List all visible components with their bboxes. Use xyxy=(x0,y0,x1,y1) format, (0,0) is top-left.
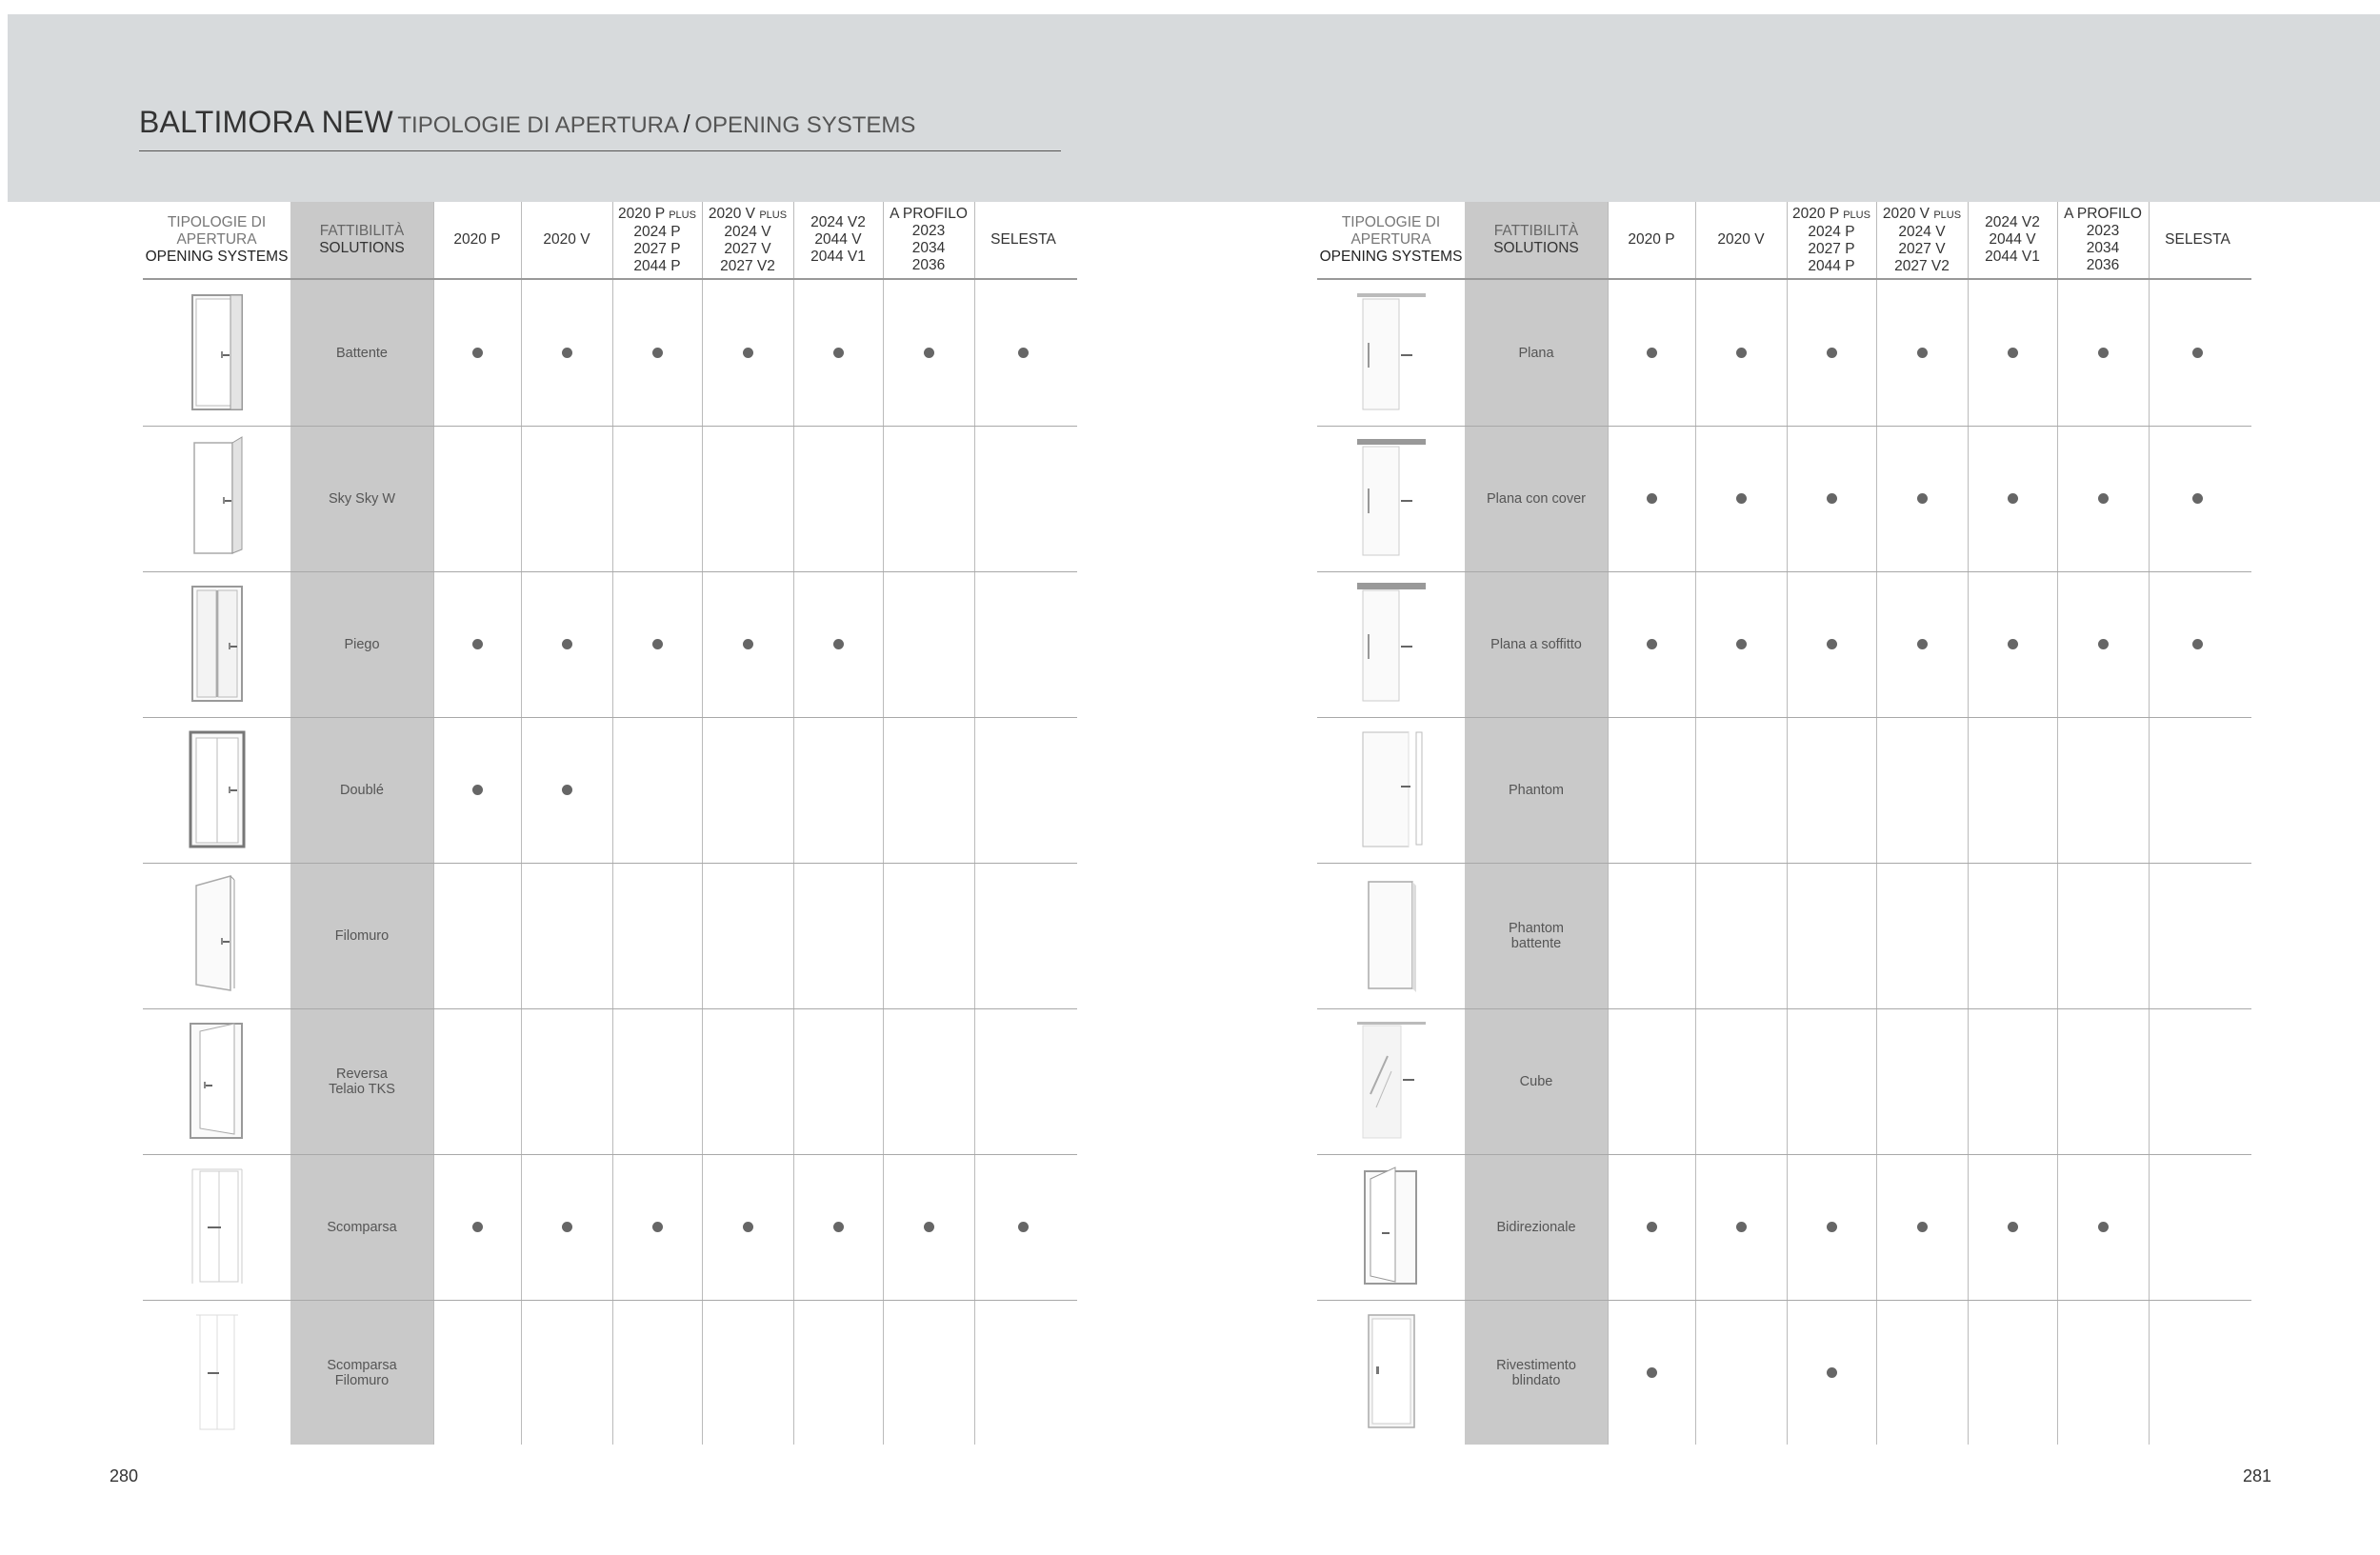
availability-dot xyxy=(652,348,663,358)
column-divider xyxy=(521,202,522,1445)
availability-dot xyxy=(924,348,934,358)
availability-dot xyxy=(1736,639,1747,649)
availability-dot xyxy=(743,639,753,649)
availability-dot xyxy=(652,639,663,649)
header-label: 2020 P xyxy=(453,231,501,248)
column-divider xyxy=(974,202,975,1445)
page-number-left: 280 xyxy=(110,1466,139,1485)
availability-dot xyxy=(1917,493,1928,504)
title-subtitle-it: TIPOLOGIE DI APERTURA xyxy=(397,112,680,138)
pocket-door-icon xyxy=(179,1164,255,1292)
column-header-model xyxy=(702,202,793,278)
header-label: 2020 V xyxy=(1882,205,1930,222)
availability-dot xyxy=(1018,348,1029,358)
row-label: Phantom xyxy=(1508,782,1565,798)
pocket-flush-door-icon xyxy=(179,1309,255,1438)
column-header-model xyxy=(1695,202,1787,278)
header-label: 2020 P xyxy=(618,205,665,222)
header-plus: PLUS xyxy=(1843,209,1870,221)
availability-dot xyxy=(1827,348,1837,358)
row-divider xyxy=(143,863,1077,864)
header-plus: PLUS xyxy=(669,209,696,221)
hinged-door-icon xyxy=(179,289,255,418)
availability-dot xyxy=(1917,639,1928,649)
availability-dot xyxy=(562,348,572,358)
header-line: SOLUTIONS xyxy=(319,240,405,256)
availability-dot xyxy=(833,1222,844,1232)
row-divider xyxy=(143,717,1077,718)
header-label: 2020 V xyxy=(1717,231,1765,248)
header-label: 2024 P 2027 P 2044 P xyxy=(633,223,681,274)
title-rule xyxy=(139,150,1061,151)
folding-door-icon xyxy=(179,581,255,709)
column-header-opening-systems xyxy=(1317,202,1465,278)
header-line: FATTIBILITÀ xyxy=(1493,223,1579,239)
column-header-model xyxy=(433,202,521,278)
header-label: 2020 V xyxy=(543,231,590,248)
header-label: 2020 P xyxy=(1792,205,1839,222)
column-header-model xyxy=(1968,202,2057,278)
row-divider xyxy=(1317,1008,2251,1009)
column-header-model xyxy=(883,202,974,278)
header-label: 2020 P xyxy=(1628,231,1675,248)
availability-dot xyxy=(1917,348,1928,358)
availability-dot xyxy=(743,348,753,358)
column-divider xyxy=(883,202,884,1445)
header-line: OPENING SYSTEMS xyxy=(1319,249,1463,265)
availability-dot xyxy=(2192,348,2203,358)
column-header-solutions xyxy=(1465,202,1608,278)
reverse-door-icon xyxy=(179,1018,255,1146)
column-divider xyxy=(1608,202,1609,1445)
availability-dot xyxy=(2192,639,2203,649)
row-label: Filomuro xyxy=(334,927,390,944)
header-label: A PROFILO 2023 2034 2036 xyxy=(2064,206,2142,273)
double-door-icon xyxy=(179,727,255,855)
availability-dot xyxy=(1647,639,1657,649)
column-divider xyxy=(433,202,434,1445)
title-main: BALTIMORA NEW xyxy=(139,105,393,139)
availability-dot xyxy=(1018,1222,1029,1232)
row-divider xyxy=(143,571,1077,572)
phantom-hinged-door-icon xyxy=(1353,872,1430,1001)
flush-wall-door-icon xyxy=(179,872,255,1001)
header-label: 2024 V 2027 V 2027 V2 xyxy=(720,223,775,274)
availability-dot xyxy=(1736,493,1747,504)
glass-sliding-door-icon xyxy=(1353,1018,1430,1146)
armored-door-icon xyxy=(1353,1309,1430,1438)
row-divider xyxy=(1317,1300,2251,1301)
column-header-model xyxy=(1787,202,1876,278)
column-header-model xyxy=(974,202,1072,278)
header-label: SELESTA xyxy=(990,231,1056,248)
row-label: Reversa Telaio TKS xyxy=(329,1066,395,1097)
column-divider xyxy=(2149,202,2150,1445)
row-label: Bidirezionale xyxy=(1496,1219,1576,1235)
column-divider xyxy=(702,202,703,1445)
column-header-solutions xyxy=(290,202,433,278)
row-divider xyxy=(143,1008,1077,1009)
column-divider xyxy=(1695,202,1696,1445)
availability-dot xyxy=(1647,493,1657,504)
row-divider xyxy=(1317,717,2251,718)
availability-dot xyxy=(2008,1222,2018,1232)
header-rule xyxy=(1317,278,2251,280)
header-line: TIPOLOGIE DI xyxy=(1341,214,1441,230)
row-label: Scomparsa Filomuro xyxy=(327,1357,397,1388)
column-header-model xyxy=(2149,202,2247,278)
header-label: 2024 V2 2044 V 2044 V1 xyxy=(810,214,866,265)
header-line: APERTURA xyxy=(1350,231,1431,248)
availability-dot xyxy=(2098,639,2109,649)
row-divider xyxy=(1317,863,2251,864)
header-rule xyxy=(143,278,1077,280)
ceiling-sliding-door-icon xyxy=(1353,581,1430,709)
bidirectional-door-icon xyxy=(1353,1164,1430,1292)
row-label: Plana a soffitto xyxy=(1490,636,1582,652)
row-label: Piego xyxy=(344,636,380,652)
column-header-model xyxy=(612,202,702,278)
row-label: Battente xyxy=(335,345,388,361)
availability-dot xyxy=(2098,493,2109,504)
availability-dot xyxy=(1917,1222,1928,1232)
availability-dot xyxy=(1827,1222,1837,1232)
row-label: Rivestimento blindato xyxy=(1496,1357,1576,1388)
header-label: 2024 P 2027 P 2044 P xyxy=(1808,223,1855,274)
availability-dot xyxy=(1647,1222,1657,1232)
page-title xyxy=(139,105,915,140)
row-label: Plana con cover xyxy=(1487,490,1586,507)
availability-dot xyxy=(2008,348,2018,358)
row-label: Scomparsa xyxy=(327,1219,397,1235)
column-divider xyxy=(1787,202,1788,1445)
column-divider xyxy=(1876,202,1877,1445)
column-header-model xyxy=(521,202,612,278)
header-label: 2024 V2 2044 V 2044 V1 xyxy=(1985,214,2040,265)
sliding-cover-door-icon xyxy=(1353,435,1430,564)
availability-dot xyxy=(1827,1367,1837,1378)
right-table xyxy=(1317,202,2251,1445)
column-divider xyxy=(2057,202,2058,1445)
row-divider xyxy=(1317,571,2251,572)
availability-dot xyxy=(562,785,572,795)
availability-dot xyxy=(472,1222,483,1232)
availability-dot xyxy=(1736,1222,1747,1232)
availability-dot xyxy=(2008,639,2018,649)
availability-dot xyxy=(472,639,483,649)
row-label: Doublé xyxy=(340,782,384,798)
availability-dot xyxy=(472,785,483,795)
availability-dot xyxy=(472,348,483,358)
header-label: A PROFILO 2023 2034 2036 xyxy=(890,206,968,273)
availability-dot xyxy=(1736,348,1747,358)
page-number-right: 281 xyxy=(2243,1466,2272,1485)
availability-dot xyxy=(562,1222,572,1232)
row-divider xyxy=(1317,1154,2251,1155)
title-subtitle-en: OPENING SYSTEMS xyxy=(694,112,916,138)
availability-dot xyxy=(2008,493,2018,504)
availability-dot xyxy=(1827,639,1837,649)
availability-dot xyxy=(2192,493,2203,504)
header-plus: PLUS xyxy=(759,209,788,221)
sliding-door-icon xyxy=(1353,289,1430,418)
header-line: TIPOLOGIE DI xyxy=(167,214,267,230)
availability-dot xyxy=(2098,1222,2109,1232)
flush-hinged-door-icon xyxy=(179,435,255,564)
phantom-door-icon xyxy=(1353,727,1430,855)
row-label: Phantom battente xyxy=(1508,920,1565,951)
header-line: SOLUTIONS xyxy=(1493,240,1579,256)
column-header-model xyxy=(793,202,883,278)
column-divider xyxy=(793,202,794,1445)
availability-dot xyxy=(1647,348,1657,358)
availability-dot xyxy=(562,639,572,649)
row-label: Sky Sky W xyxy=(328,490,396,507)
header-plus: PLUS xyxy=(1933,209,1962,221)
availability-dot xyxy=(1647,1367,1657,1378)
availability-dot xyxy=(2098,348,2109,358)
left-table xyxy=(143,202,1077,1445)
row-divider xyxy=(1317,426,2251,427)
row-label: Plana xyxy=(1518,345,1554,361)
column-divider xyxy=(612,202,613,1445)
availability-dot xyxy=(924,1222,934,1232)
header-line: APERTURA xyxy=(176,231,257,248)
row-divider xyxy=(143,1300,1077,1301)
header-label: SELESTA xyxy=(2165,231,2230,248)
availability-dot xyxy=(833,348,844,358)
availability-dot xyxy=(1827,493,1837,504)
title-separator: / xyxy=(683,110,690,138)
availability-dot xyxy=(833,639,844,649)
column-header-model xyxy=(1876,202,1968,278)
header-line: FATTIBILITÀ xyxy=(319,223,405,239)
row-label: Cube xyxy=(1519,1073,1553,1089)
column-header-model xyxy=(2057,202,2149,278)
availability-dot xyxy=(743,1222,753,1232)
column-header-model xyxy=(1608,202,1695,278)
column-divider xyxy=(1968,202,1969,1445)
availability-dot xyxy=(652,1222,663,1232)
column-header-opening-systems xyxy=(143,202,290,278)
header-line: OPENING SYSTEMS xyxy=(145,249,289,265)
header-label: 2020 V xyxy=(708,205,756,222)
header-label: 2024 V 2027 V 2027 V2 xyxy=(1894,223,1950,274)
row-divider xyxy=(143,426,1077,427)
row-divider xyxy=(143,1154,1077,1155)
